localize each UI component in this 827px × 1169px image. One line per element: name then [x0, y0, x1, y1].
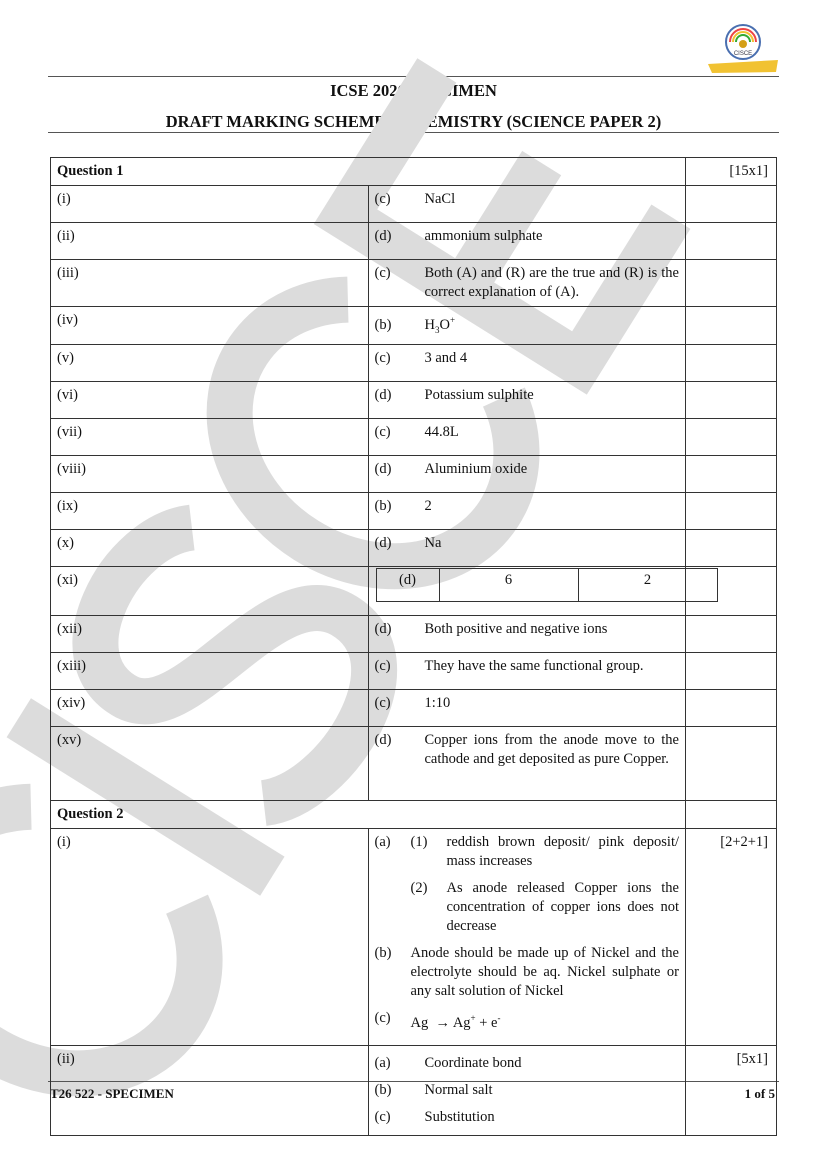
- answer-text: Na: [424, 534, 442, 551]
- cisce-logo: [706, 22, 780, 74]
- answer-cell: 6: [439, 568, 578, 601]
- option-label: (c): [374, 423, 391, 440]
- answer-text: ammonium sulphate: [424, 228, 543, 244]
- option-label: (d): [374, 731, 392, 748]
- table-row: [51, 344, 777, 381]
- answer-text: 44.8L: [424, 423, 459, 440]
- sub-question-number: (xii): [51, 615, 369, 652]
- answer-text: 1:10: [424, 694, 451, 711]
- sub-question-number: (vi): [51, 381, 369, 418]
- question-label: Question 2: [51, 800, 686, 828]
- marks: [5x1]: [686, 1045, 777, 1135]
- answer-equation: Ag → Ag+ + e-: [410, 1012, 501, 1031]
- table-row: [51, 689, 777, 726]
- option-label: (b): [374, 1081, 392, 1098]
- sub-question-number: (xi): [51, 566, 369, 615]
- answer-text: Both positive and negative ions: [424, 620, 608, 637]
- answer-text: Copper ions from the anode move to the cathode and get deposited as pure Copper.: [424, 731, 679, 767]
- marks: [2+2+1]: [686, 828, 777, 1045]
- answer-text: Substitution: [424, 1108, 495, 1125]
- answer-text: 2: [424, 497, 432, 514]
- option-label: (d): [376, 568, 439, 601]
- page-number: 1 of 5: [744, 1086, 775, 1101]
- sub-question-number: (xiii): [51, 652, 369, 689]
- option-label: (c): [374, 1108, 391, 1125]
- footer-code: T26 522 - SPECIMEN: [50, 1086, 174, 1101]
- sub-question-number: (x): [51, 529, 369, 566]
- table-row: [51, 566, 777, 615]
- table-row: [51, 828, 777, 1045]
- option-label: (b): [374, 497, 392, 514]
- sub-question-number: (xiv): [51, 689, 369, 726]
- option-label: (d): [374, 386, 392, 403]
- option-label: (d): [374, 460, 392, 477]
- answer-text: Aluminium oxide: [424, 460, 528, 477]
- question-1-header: [51, 158, 777, 186]
- option-label: (c): [374, 191, 391, 207]
- option-label: (c): [374, 349, 391, 366]
- sub-question-number: (vii): [51, 418, 369, 455]
- scheme-title: DRAFT MARKING SCHEME – CHEMISTRY (SCIENCE PAPER 2): [165, 112, 662, 131]
- sub-question-number: (i): [51, 828, 369, 1045]
- header-rule: [48, 76, 779, 77]
- answer-text: Anode should be made up of Nickel and the electrolyte should be aq. Nickel sulphate or any salt solution of Nickel: [410, 944, 679, 999]
- option-label: (d): [374, 620, 392, 637]
- option-label: (a): [374, 1054, 391, 1071]
- option-label: (d): [374, 228, 392, 244]
- answer-text: They have the same functional group.: [424, 657, 644, 674]
- sub-question-number: (ii): [51, 1045, 369, 1135]
- table-row: [51, 652, 777, 689]
- answer-text: Both (A) and (R) are the true and (R) is the correct explanation of (A).: [424, 265, 679, 300]
- option-label: (c): [374, 265, 391, 281]
- part-label: (1): [410, 833, 428, 850]
- sub-question-number: (ii): [51, 223, 369, 260]
- answer-text: Normal salt: [424, 1081, 493, 1098]
- answer-text: reddish brown deposit/ pink deposit/ mass increases: [446, 833, 679, 869]
- answer-text: $H_3O^+$: [424, 315, 456, 335]
- table-row: [51, 307, 777, 345]
- sub-question-number: (viii): [51, 455, 369, 492]
- option-label: (b): [374, 944, 392, 961]
- answer-grid: [376, 568, 718, 602]
- sub-question-number: (ix): [51, 492, 369, 529]
- table-row: [51, 492, 777, 529]
- table-row: [51, 223, 777, 260]
- option-label: (d): [374, 534, 392, 551]
- option-label: (a): [374, 833, 391, 850]
- svg-text:CISCE: CISCE: [733, 51, 753, 57]
- answer-cell: 2: [578, 568, 717, 601]
- part-label: (2): [410, 879, 428, 896]
- sub-question-number: (iv): [51, 307, 369, 345]
- exam-title: ICSE 2026 SPECIMEN: [330, 81, 497, 100]
- option-label: (b): [374, 316, 392, 333]
- table-row: [51, 186, 777, 223]
- table-row: [51, 418, 777, 455]
- sub-question-number: (i): [51, 186, 369, 223]
- answer-text: Potassium sulphite: [424, 386, 534, 403]
- table-row: [51, 726, 777, 800]
- header-rule-2: [48, 132, 779, 133]
- question-2-header: [51, 800, 777, 828]
- table-row: [51, 455, 777, 492]
- answer-text: 3 and 4: [424, 349, 468, 366]
- sub-question-number: (xv): [51, 726, 369, 800]
- answer-text: As anode released Copper ions the concentration of copper ions does not decrease: [446, 879, 679, 934]
- option-label: (c): [374, 1009, 391, 1026]
- option-label: (c): [374, 694, 391, 711]
- question-label: Question 1: [51, 158, 686, 186]
- table-row: [51, 615, 777, 652]
- table-row: [51, 529, 777, 566]
- marks: [15x1]: [686, 158, 777, 186]
- table-row: [51, 1045, 777, 1135]
- answer-text: NaCl: [424, 191, 456, 207]
- option-label: (c): [374, 657, 391, 674]
- table-row: [51, 260, 777, 307]
- sub-question-number: (iii): [51, 260, 369, 307]
- sub-question-number: (v): [51, 344, 369, 381]
- marking-scheme-table: [50, 157, 777, 1136]
- table-row: [51, 381, 777, 418]
- answer-text: Coordinate bond: [424, 1054, 522, 1071]
